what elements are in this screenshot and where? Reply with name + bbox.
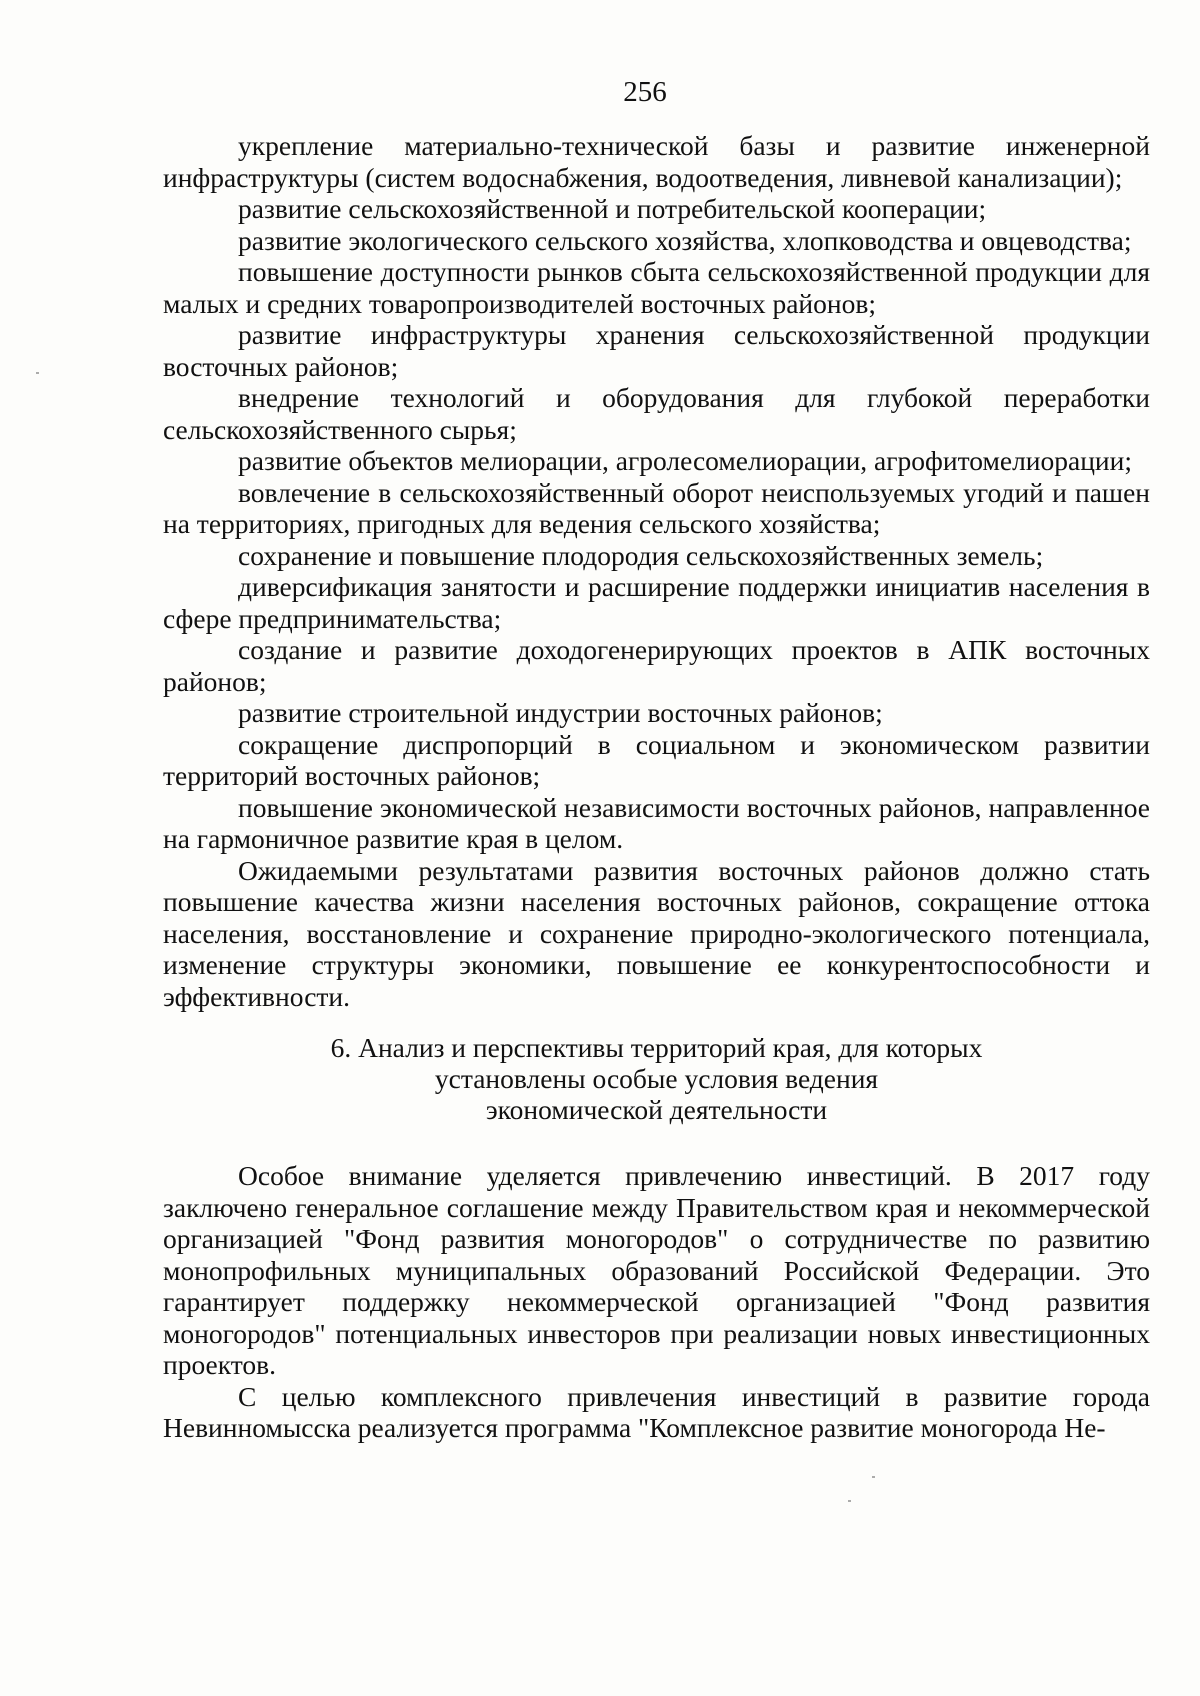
investments-paragraph: Особое внимание уделяется привлечению инвестиций. В 2017 году заключено генеральное соглашение между Правительством края и некоммерческой организацией "Фонд развития моногородов" о сотрудничестве по развитию монопрофильных муниципальных образований Российской Федерации. Это гарантирует поддержку некоммерческой организацией "Фонд развития моногородов" потенциальных инвесторов при реализации новых инвестиционных проектов.	[163, 1160, 1150, 1380]
list-item: развитие инфраструктуры хранения сельскохозяйственной продукции восточных районов;	[163, 319, 1150, 382]
section-heading-line: установлены особые условия ведения	[434, 1063, 879, 1094]
list-item: развитие сельскохозяйственной и потребительской кооперации;	[238, 193, 987, 224]
list-item: повышение доступности рынков сбыта сельскохозяйственной продукции для малых и средних товаропроизводителей восточных районов;	[163, 256, 1150, 319]
list-item: развитие строительной индустрии восточных районов;	[238, 697, 883, 728]
list-item: повышение экономической независимости восточных районов, направленное на гармоничное развитие края в целом.	[163, 791, 1150, 854]
scan-speck	[848, 1500, 851, 1502]
list-item: создание и развитие доходогенерирующих проектов в АПК восточных районов;	[163, 634, 1150, 697]
scan-speck	[872, 1476, 875, 1478]
results-paragraph: Ожидаемыми результатами развития восточных районов должно стать повышение качества жизни населения восточных районов, сокращение оттока населения, восстановление и сохранение природно-экологического потенциала, изменение структуры экономики, повышение ее конкурентоспособности и эффективности.	[163, 854, 1150, 1012]
nevinnomyssk-paragraph: С целью комплексного привлечения инвестиций в развитие города Невинномысска реализуется программа "Комплексное развитие моногорода Не-	[163, 1380, 1150, 1443]
section-heading-line: экономической деятельности	[485, 1094, 828, 1125]
document-body	[163, 130, 1150, 1444]
list-item: сохранение и повышение плодородия сельскохозяйственных земель;	[238, 539, 1044, 571]
list-item: развитие объектов мелиорации, агролесомелиорации, агрофитомелиорации;	[238, 445, 1133, 476]
page-number: 256	[623, 76, 667, 108]
spacer	[163, 1125, 1150, 1160]
spacer	[163, 1012, 1150, 1032]
list-item: сокращение диспропорций в социальном и экономическом развитии территорий восточных районов;	[163, 728, 1150, 791]
section-heading-line: 6. Анализ и перспективы территорий края, для которых	[330, 1032, 983, 1063]
list-item: развитие экологического сельского хозяйства, хлопководства и овцеводства;	[238, 224, 1132, 256]
list-item: укрепление материально-технической базы и развитие инженерной инфраструктуры (систем водоснабжения, водоотведения, ливневой канализации);	[163, 130, 1150, 193]
list-item: вовлечение в сельскохозяйственный оборот неиспользуемых угодий и пашен на территориях, пригодных для ведения сельского хозяйства;	[163, 476, 1150, 539]
list-item: диверсификация занятости и расширение поддержки инициатив населения в сфере предпринимательства;	[163, 571, 1150, 634]
section-heading	[163, 1032, 1150, 1125]
scan-speck	[36, 372, 39, 374]
list-item: внедрение технологий и оборудования для глубокой переработки сельскохозяйственного сырья;	[163, 382, 1150, 445]
